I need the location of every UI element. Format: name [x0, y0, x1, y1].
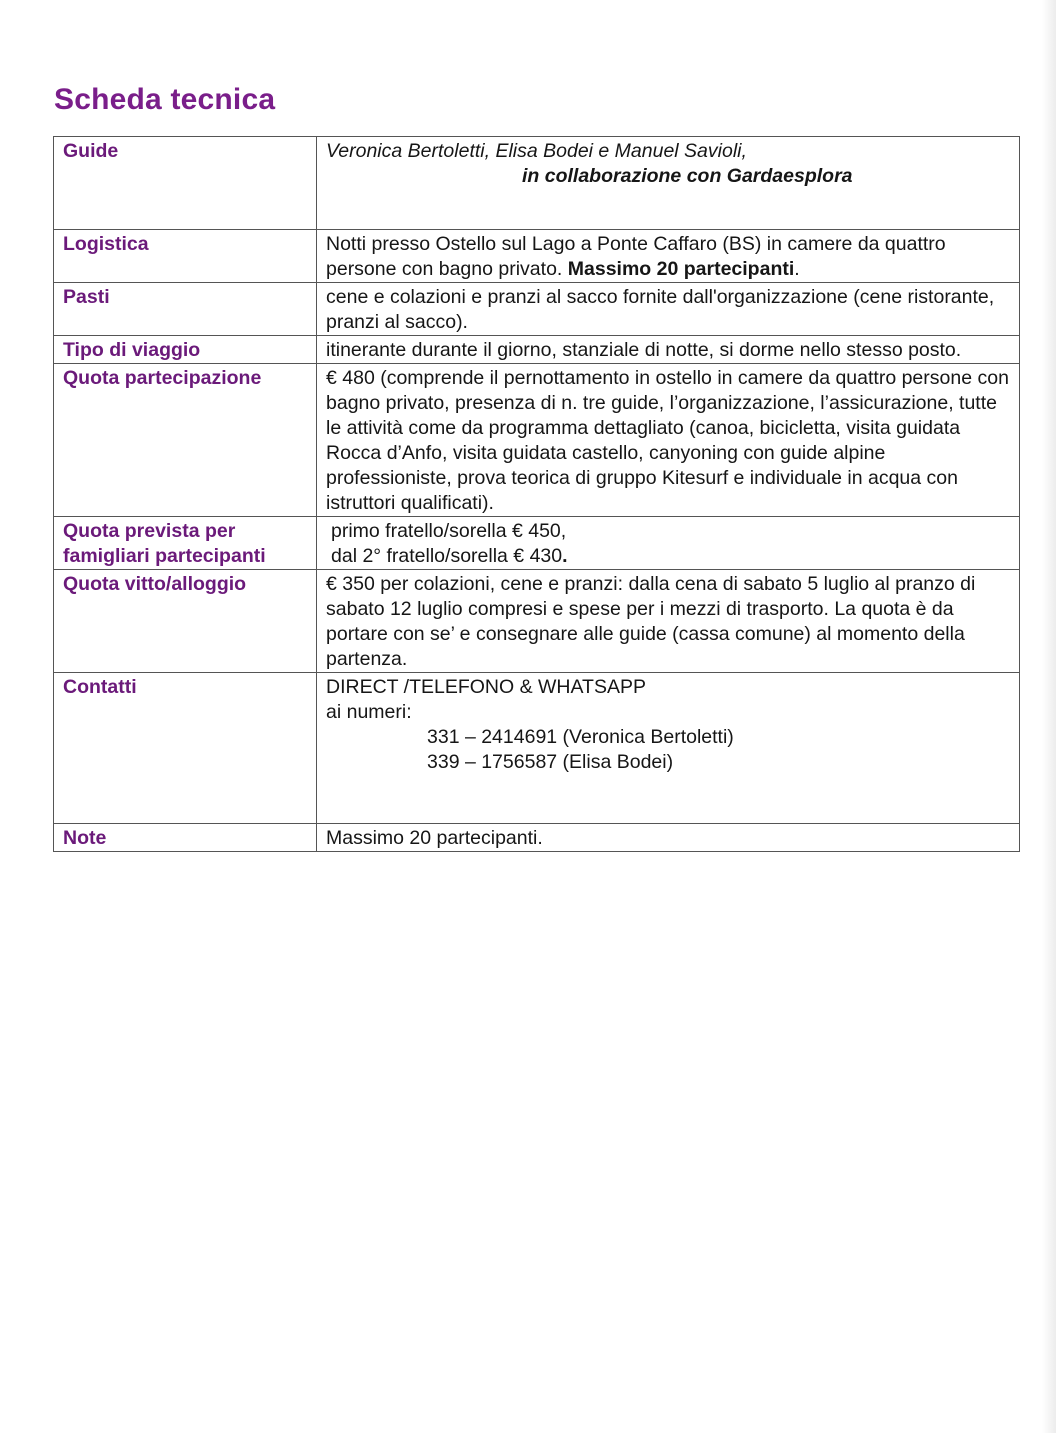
row-label-famigliari: Quota prevista per famigliari partecipanti: [54, 517, 317, 570]
famigliari-line-1: primo fratello/sorella € 450,: [331, 520, 567, 542]
logistica-end: .: [794, 258, 800, 280]
table-row-famigliari: [54, 517, 1020, 570]
row-label-quota-partecipazione: Quota partecipazione: [54, 364, 317, 517]
row-value-logistica: [317, 230, 1020, 283]
contatti-phone-veronica: 331 – 2414691 (Veronica Bertoletti): [427, 726, 734, 748]
table-row-note: [54, 824, 1020, 852]
table-row-pasti: [54, 283, 1020, 336]
row-value-pasti: cene e colazioni e pranzi al sacco fornite dall'organizzazione (cene ristorante, pranzi al sacco).: [317, 283, 1020, 336]
table-row-quota-partecipazione: [54, 364, 1020, 517]
famigliari-line-2: [326, 544, 1011, 569]
contatti-channels: DIRECT /TELEFONO & WHATSAPP: [326, 676, 646, 698]
row-label-guide: Guide: [54, 137, 317, 230]
row-value-famigliari: [317, 517, 1020, 570]
row-label-pasti: Pasti: [54, 283, 317, 336]
table-row-contatti: [54, 673, 1020, 824]
table-row-vitto-alloggio: [54, 570, 1020, 673]
page-edge-shadow: [1042, 0, 1056, 1433]
famigliari-line-2-text: dal 2° fratello/sorella € 430: [331, 545, 563, 567]
contatti-phone-elisa: 339 – 1756587 (Elisa Bodei): [427, 751, 674, 773]
famigliari-line-2-end: .: [562, 545, 568, 567]
row-value-contatti: [317, 673, 1020, 824]
table-row-tipo-viaggio: [54, 336, 1020, 364]
row-label-vitto-alloggio: Quota vitto/alloggio: [54, 570, 317, 673]
guide-names: Veronica Bertoletti, Elisa Bodei e Manuel Savioli,: [326, 140, 747, 162]
guide-collaboration: in collaborazione con Gardaesplora: [522, 165, 853, 187]
row-value-vitto-alloggio: € 350 per colazioni, cene e pranzi: dalla cena di sabato 5 luglio al pranzo di sabato 12 luglio compresi e spese per i mezzi di trasporto. La quota è da portare con se’ e consegnare alle guide (cassa comune) al momento della partenza.: [317, 570, 1020, 673]
row-value-note: Massimo 20 partecipanti.: [317, 824, 1020, 852]
row-label-note: Note: [54, 824, 317, 852]
row-value-tipo-viaggio: itinerante durante il giorno, stanziale di notte, si dorme nello stesso posto.: [317, 336, 1020, 364]
table-row-guide: [54, 137, 1020, 230]
row-label-tipo-viaggio: Tipo di viaggio: [54, 336, 317, 364]
row-value-guide: [317, 137, 1020, 230]
table-row-logistica: [54, 230, 1020, 283]
logistica-text: Notti presso Ostello sul Lago a Ponte Caffaro (BS) in camere da quattro persone con bagno privato.: [326, 233, 946, 280]
row-value-quota-partecipazione: € 480 (comprende il pernottamento in ostello in camere da quattro persone con bagno privato, presenza di n. tre guide, l’organizzazione, l’assicurazione, tutte le attività come da programma dettagliato (canoa, bicicletta, visita guidata Rocca d’Anfo, visita guidata castello, canyoning con guide alpine professioniste, prova teorica di gruppo Kitesurf e individuale in acqua con istruttori qualificati).: [317, 364, 1020, 517]
row-label-contatti: Contatti: [54, 673, 317, 824]
row-label-logistica: Logistica: [54, 230, 317, 283]
technical-sheet-table: [53, 136, 1020, 852]
contatti-intro: ai numeri:: [326, 701, 412, 723]
logistica-max-participants: Massimo 20 partecipanti: [567, 258, 795, 280]
page-title: Scheda tecnica: [54, 83, 276, 116]
